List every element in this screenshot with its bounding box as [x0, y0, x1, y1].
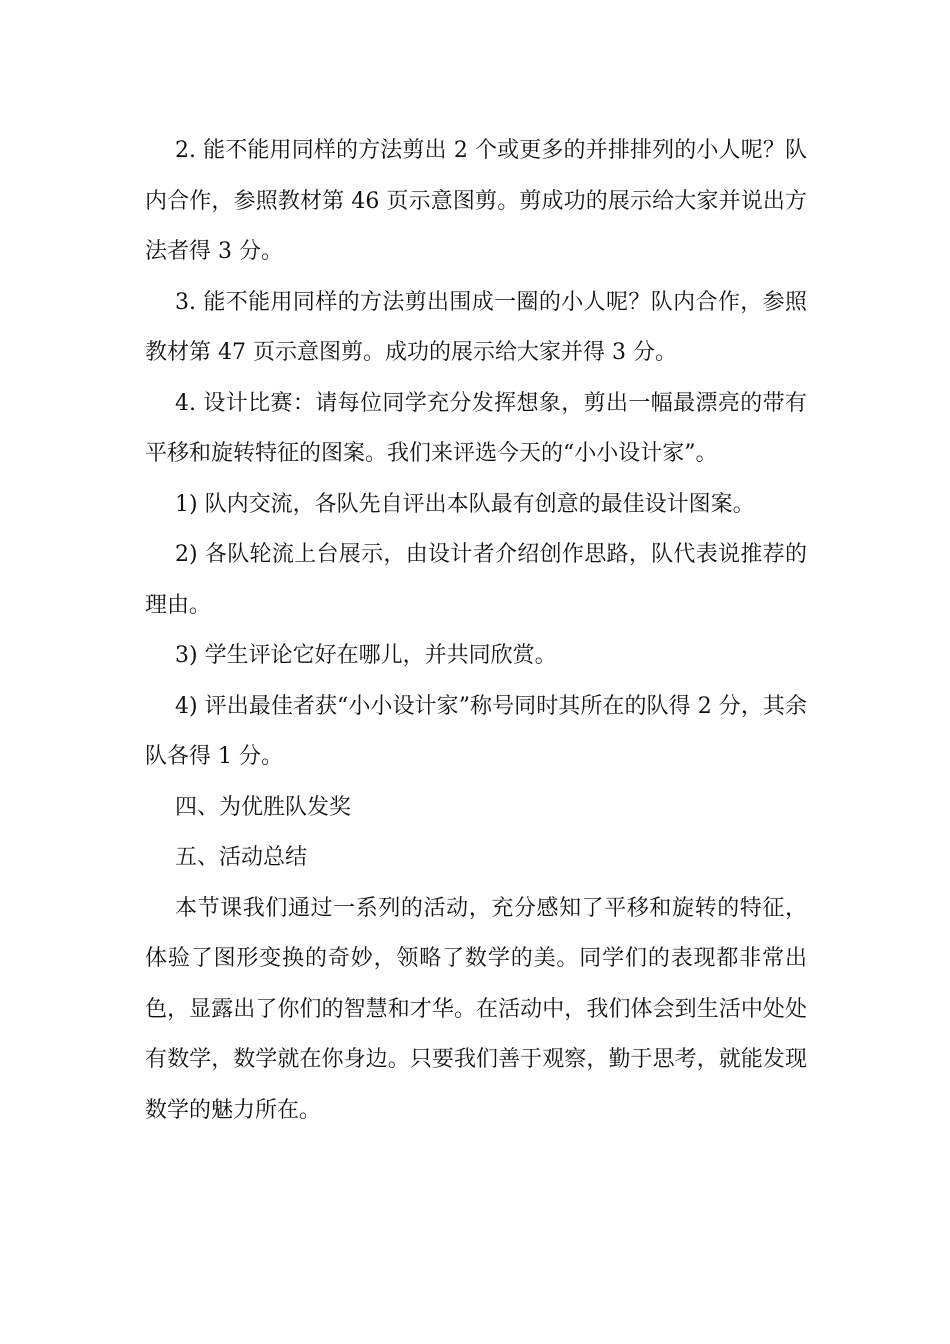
paragraph-substep-1: 1) 队内交流，各队先自评出本队最有创意的最佳设计图案。 [175, 491, 755, 517]
paragraph-substep-4: 4) 评出最佳者获“小小设计家”称号同时其所在的队得 2 分，其余队各得 1 分。 [145, 693, 807, 769]
paragraph-summary: 本节课我们通过一系列的活动，充分感知了平移和旋转的特征，体验了图形变换的奇妙，领略了数学的美。同学们的表现都非常出色，显露出了你们的智慧和才华。在活动中，我们体会到生活中处处有数学，数学就在你身边。只要我们善于观察，勤于思考，就能发现数学的魅力所在。 [145, 895, 807, 1123]
paragraph-step-2: 2. 能不能用同样的方法剪出 2 个或更多的并排排列的小人呢？队内合作，参照教材第 46 页示意图剪。剪成功的展示给大家并说出方法者得 3 分。 [145, 138, 807, 264]
section-heading-awards: 四、为优胜队发奖 [175, 794, 352, 820]
paragraph-substep-2: 2) 各队轮流上台展示，由设计者介绍创作思路，队代表说推荐的理由。 [145, 542, 807, 618]
paragraph-step-4: 4. 设计比赛：请每位同学充分发挥想象，剪出一幅最漂亮的带有平移和旋转特征的图案。我们来评选今天的“小小设计家”。 [145, 390, 807, 466]
paragraph-step-3: 3. 能不能用同样的方法剪出围成一圈的小人呢？队内合作，参照教材第 47 页示意图剪。成功的展示给大家并得 3 分。 [145, 289, 807, 365]
section-heading-summary: 五、活动总结 [175, 845, 308, 870]
document-body [145, 126, 807, 1136]
paragraph-substep-3: 3) 学生评论它好在哪儿，并共同欣赏。 [175, 643, 557, 668]
